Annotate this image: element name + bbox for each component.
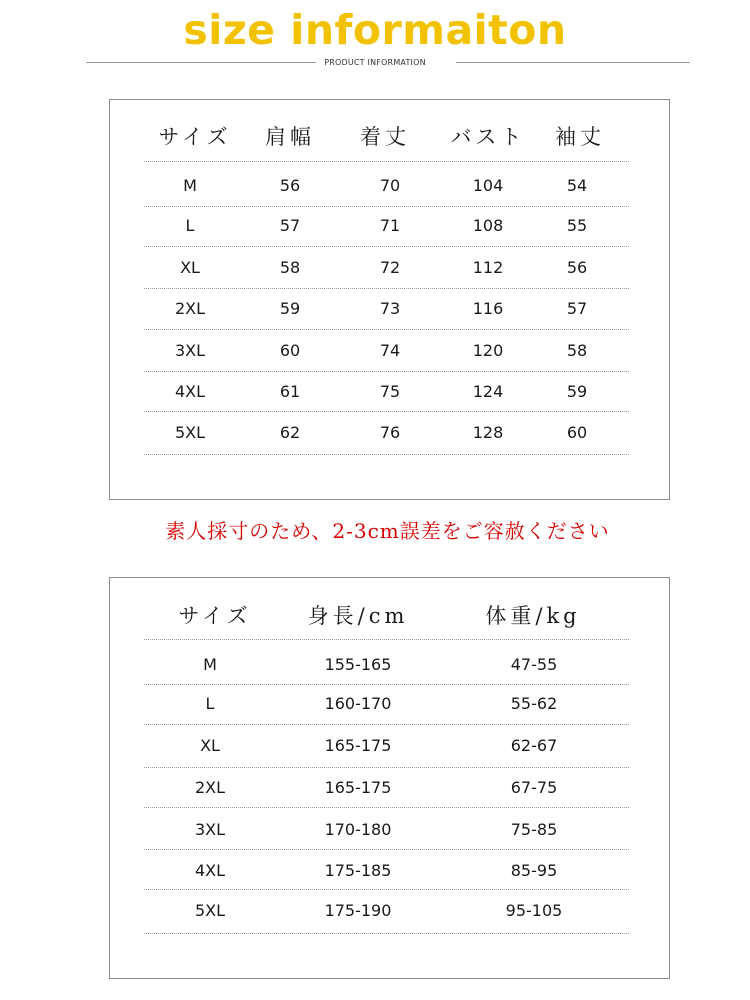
table-row: [110, 336, 669, 366]
table-row: [110, 171, 669, 201]
table-row: [110, 377, 669, 407]
table-cell: 3XL: [194, 820, 226, 839]
table-cell: L: [185, 216, 195, 235]
table-row: [110, 418, 669, 448]
table-cell: 5XL: [194, 901, 226, 920]
table-cell: L: [205, 694, 215, 713]
table-cell: 59: [279, 299, 301, 318]
table-cell: 56: [279, 176, 301, 195]
row-divider: [144, 724, 629, 725]
table-cell: 2XL: [194, 778, 226, 797]
column-header: バスト: [450, 125, 526, 149]
column-header: 肩幅: [265, 125, 315, 149]
table-cell: XL: [180, 258, 200, 277]
table-cell: 85-95: [510, 861, 558, 880]
table-cell: 4XL: [194, 861, 226, 880]
table-header-row: [110, 601, 669, 631]
table-cell: 72: [379, 258, 401, 277]
table-cell: M: [183, 176, 197, 195]
table-cell: 116: [472, 299, 504, 318]
row-divider: [144, 933, 629, 934]
column-header: 体重/kg: [485, 604, 581, 628]
body-size-table: [109, 577, 670, 979]
row-divider: [144, 767, 629, 768]
table-cell: 175-190: [324, 901, 392, 920]
row-divider: [144, 639, 629, 640]
table-cell: 75-85: [510, 820, 558, 839]
table-row: [110, 856, 669, 886]
table-cell: XL: [200, 736, 220, 755]
table-cell: 75: [379, 382, 401, 401]
table-cell: 58: [279, 258, 301, 277]
table-cell: 59: [566, 382, 588, 401]
table-cell: 3XL: [174, 341, 206, 360]
table-row: [110, 211, 669, 241]
table-cell: 170-180: [324, 820, 392, 839]
measurement-notice: 素人採寸のため、2-3cm誤差をご容赦ください: [165, 519, 610, 543]
table-row: [110, 731, 669, 761]
table-cell: 112: [472, 258, 504, 277]
page-title: size informaiton: [183, 6, 567, 54]
row-divider: [144, 889, 629, 890]
table-cell: 95-105: [505, 901, 563, 920]
table-cell: 76: [379, 423, 401, 442]
table-cell: 4XL: [174, 382, 206, 401]
table-row: [110, 253, 669, 283]
table-cell: 67-75: [510, 778, 558, 797]
table-cell: 74: [379, 341, 401, 360]
table-cell: 128: [472, 423, 504, 442]
row-divider: [144, 411, 629, 412]
row-divider: [144, 206, 629, 207]
table-cell: 54: [566, 176, 588, 195]
table-row: [110, 815, 669, 845]
table-cell: 124: [472, 382, 504, 401]
garment-size-table: [109, 99, 670, 500]
column-header: サイズ: [178, 604, 252, 628]
table-row: [110, 773, 669, 803]
row-divider: [144, 807, 629, 808]
column-header: 袖丈: [555, 125, 605, 149]
row-divider: [144, 371, 629, 372]
table-row: [110, 294, 669, 324]
column-header: 着丈: [360, 125, 410, 149]
row-divider: [144, 684, 629, 685]
table-cell: 60: [566, 423, 588, 442]
table-cell: 56: [566, 258, 588, 277]
table-cell: 165-175: [324, 736, 392, 755]
table-cell: 160-170: [324, 694, 392, 713]
row-divider: [144, 329, 629, 330]
row-divider: [144, 161, 629, 162]
table-cell: 71: [379, 216, 401, 235]
table-cell: 61: [279, 382, 301, 401]
table-cell: 108: [472, 216, 504, 235]
table-cell: 155-165: [324, 655, 392, 674]
table-cell: 73: [379, 299, 401, 318]
table-cell: 62-67: [510, 736, 558, 755]
row-divider: [144, 454, 629, 455]
column-header: サイズ: [158, 125, 232, 149]
table-row: [110, 896, 669, 926]
page-subtitle: PRODUCT INFORMATION: [324, 58, 426, 67]
table-cell: 104: [472, 176, 504, 195]
row-divider: [144, 849, 629, 850]
table-cell: 60: [279, 341, 301, 360]
table-row: [110, 689, 669, 719]
table-cell: 70: [379, 176, 401, 195]
row-divider: [144, 288, 629, 289]
table-cell: 55-62: [510, 694, 558, 713]
table-cell: 175-185: [324, 861, 392, 880]
table-cell: 55: [566, 216, 588, 235]
column-header: 身長/cm: [307, 604, 409, 628]
table-header-row: [110, 122, 669, 152]
table-cell: 57: [566, 299, 588, 318]
table-cell: 62: [279, 423, 301, 442]
table-cell: 58: [566, 341, 588, 360]
table-cell: 57: [279, 216, 301, 235]
table-cell: 5XL: [174, 423, 206, 442]
table-row: [110, 650, 669, 680]
table-cell: 165-175: [324, 778, 392, 797]
table-cell: 2XL: [174, 299, 206, 318]
row-divider: [144, 246, 629, 247]
table-cell: M: [203, 655, 217, 674]
table-cell: 120: [472, 341, 504, 360]
table-cell: 47-55: [510, 655, 558, 674]
